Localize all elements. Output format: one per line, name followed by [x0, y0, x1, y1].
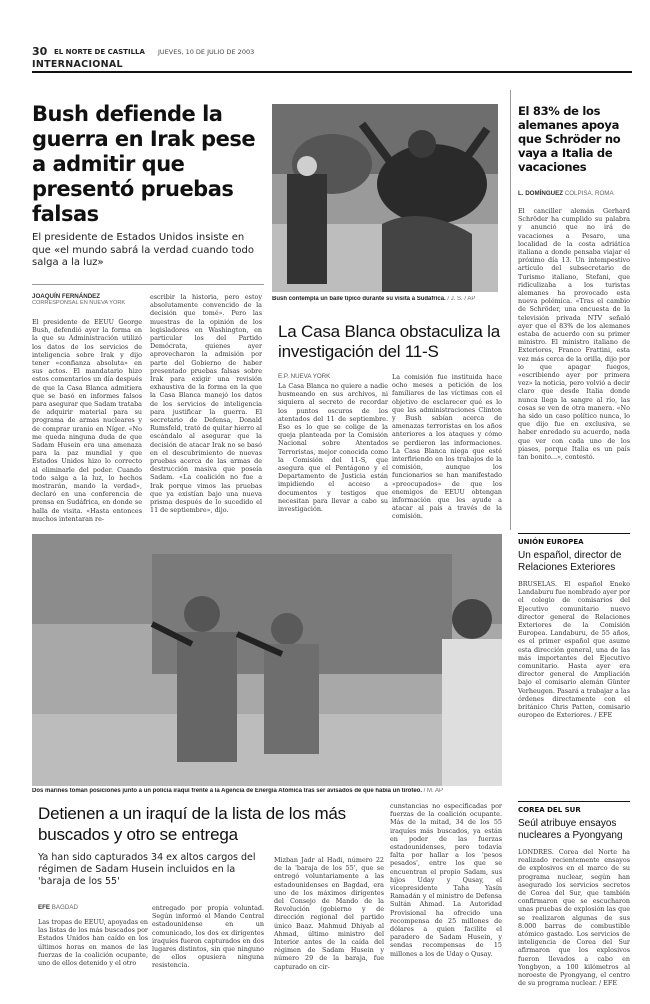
paper-name: EL NORTE DE CASTILLA [54, 48, 145, 56]
bottom-byline [38, 904, 148, 911]
korea-label: COREA DEL SUR [518, 806, 581, 814]
marines-image [32, 534, 502, 786]
korea-body: LONDRES. Corea del Norte ha realizado recientemente ensayos de explosivos en el marco de su programa nuclear, según han asegurado los servicios secretos de Corea del Sur, que también confirmaron que se escucharon unas pruebas de explosión las que se realizaron algunas de sus 8.000 barras de combustible atómico gastado. Los servicios de inteligencia de Corea del Sur afirmaron que los explosivos fueron llevados a cabo en Yongbyon, a 100 kilómetros al noroeste de Pyongyang, el centro de su programa nuclear. / EFE [518, 848, 630, 988]
lead-author-role: CORRESPONSAL EN NUEVA YORK [32, 300, 126, 306]
page-number: 30 [32, 45, 48, 58]
lead-author: JOAQUÍN FERNÁNDEZ [32, 293, 101, 300]
lead-headline: Bush defiende la guerra en Irak pese a admitir que presentó pruebas falsas [32, 102, 256, 226]
second-column-1: La Casa Blanca no quiere a nadie husmeando en sus archivos, ni siquiera al secreto de recordar los puntos oscuros de los atentados del 11 de septiembre. Eso es lo que se colige de la queja planteada por la Comisión Nacional sobre Atentados Terroristas, mejor conocida como la Comisión del 11-S, que asegura que el Pentágono y el Departamento de Justicia están impidiendo el acceso a documentos y testigos que necesitan para llevar a cabo su investigación. [278, 382, 388, 514]
bottom-subtitle: Ya han sido capturados 34 ex altos cargos del régimen de Sadam Husein incluidos en la 'baraja de los 55' [38, 852, 256, 887]
marines-photo-caption [32, 788, 502, 794]
korea-headline: Seúl atribuye ensayos nucleares a Pyongyang [518, 818, 623, 841]
bush-photo-credit: / J. S. / AP [447, 296, 476, 302]
eu-body: BRUSELAS. El español Eneko Landaburu fue nombrado ayer por el colegio de comisarios del Ejecutivo comunitario nuevo director general de Relaciones Exteriores de la Comisión Europea. Landaburu, de 55 años, es el primer español que asume esta dirección general, una de las más importantes del Ejecutivo comunitario. Hasta ayer era director general de Ampliación bajo el comisario alemán Günter Verheugen. Pasará a trabajar a las órdenes directamente con el británico Chris Patten, comisario europeo de Exteriores. / EFE [518, 580, 630, 720]
lead-column-2: escribir la historia, pero estoy absolutamente convencido de la decisión que tomé». Pero las muestras de la opinión de los legisladores en Washington, en particular los del Partido Demócrata, quienes ayer aprovecharon la admisión por parte del Gobierno de haber presentado pruebas falsas sobre Irak para exigir una revisión exhaustiva de la forma en la que la Casa Blanca manejó los datos de los servicios de inteligencia para justificar la guerra. El secretario de Defensa, Donald Rumsfeld, trató de quitar hierro al escándalo al asegurar que la decisión de atacar Irak no se basó en el descubrimiento de nuevas pruebas acerca de las armas de destrucción masiva que poseía Sadam. «La coalición no fue a Irak porque vimos las pruebas que ya existían bajo una nueva prisma después de lo sucedido el 11 de septiembre», dijo. [150, 293, 262, 515]
bottom-column-1: Las tropas de EEUU, apoyadas en las listas de los más buscados por Estados Unidos han caído en los últimos horas en manos de las fuerzas de la coalición ocupante, uno de ellos detenido y el otro [38, 918, 148, 968]
bottom-author: EFE [38, 904, 51, 911]
sidebar-top-byline [518, 190, 630, 197]
sidebar-divider [510, 90, 511, 530]
sidebar-top-headline: El 83% de los alemanes apoya que Schröder no vaya a Italia de vacaciones [518, 104, 621, 174]
marines-photo [32, 534, 502, 786]
header-rule [32, 71, 632, 73]
second-column-2: La comisión fue instituida hace ocho meses a petición de los familiares de las víctimas con el objetivo de esclarecer qué es lo que las administraciones Clinton y Bush sabían acerca de amenazas terroristas en los años anteriores a los ataques y cómo se perdieron las informaciones. La Casa Blanca niega que esté interfiriendo en los trabajos de la comisión, aunque los funcionarios se han manifestado «preocupados» de que los enemigos de EEUU obtengan información que les ayude a atacar al país a través de la comisión. [392, 373, 502, 521]
sidebar-top-author: L. DOMÍNGUEZ [518, 190, 564, 197]
bottom-column-3: Mizban Jadr al Hadi, número 22 de la 'baraja de los 55', que se entregó voluntariamente a las estadounidenses en Bagdad, era uno de los máximos dirigentes del Consejo de Mando de la Revolución (gobierno y de dirección regional del partido único Baaz. Mahmud Dhiyab al Ahmad, último ministro del Interior antes de la caída del régimen de Sadam Husein y número 29 de la baraja, fue capturado en cir- [274, 856, 384, 971]
eu-label: UNIÓN EUROPEA [518, 538, 584, 546]
lead-subtitle-rule [32, 284, 264, 285]
bush-dance-photo [272, 104, 498, 292]
marines-photo-caption-text: Dos marines toman posiciones junto a un policía iraquí frente a la Agencia de Energía Atómica tras ser avisados de que había un tiroteo. [32, 788, 422, 794]
eu-rule [518, 533, 630, 534]
lead-byline [32, 293, 142, 306]
bottom-headline: Detienen a un iraquí de la lista de los más buscados y otro se entrega [38, 804, 346, 844]
lead-subtitle: El presidente de Estados Unidos insiste en que «el mundo sabrá la verdad cuando todo salga a la luz» [32, 232, 254, 268]
bottom-author-loc: BAGDAD [51, 904, 78, 911]
second-byline: E.P. NUEVA YORK [278, 373, 331, 380]
bottom-column-2: entregado por propia voluntad. Según informó el Mando Central estadounidense en un comunicado, los dos ex dirigentes iraquíes fueron capturados en dos lugares distintos, sin que ninguno de ellos opusiera ninguna resistencia. [152, 904, 264, 970]
bush-dance-image [272, 104, 498, 292]
section-label: INTERNACIONAL [32, 59, 123, 70]
sidebar-top-body: El canciller alemán Gerhard Schröder ha cumplido su palabra y anunció que no irá de vacaciones a Pesaro, una localidad de la costa adriática italiana a donde pensaba viajar el próximo día 13. Un intempestivo artículo del subsecretario de Turismo italiano, Stefani, que ridiculizaba a los turistas alemanes ha provocado esta nueva polémica. «Tras el cambio de Schröder, una encuesta de la televisión privada NTV señaló ayer que el 83% de los alemanes estaba de acuerdo con su primer ministro. El ministro italiano de Exteriores, Franco Frattini, esta vez más cerca de la orilla, dijo por lo que apagar fuegos, «escribiendo ayer por primera vez» la noticia, pero volvió a decir claro que desde Italia donde nunca llega la sangre al río, las cosas se ven de otra manera. «No ha sido un caso político nunca, lo que dijo fue en exclusiva, se haber enredado su acuerdo, nada que ver con cada uno de los piases, porque Italia es un país tan bonito...», contestó. [518, 207, 630, 462]
eu-headline: Un español, director de Relaciones Exteriores [518, 550, 622, 573]
page-header [32, 46, 632, 58]
bush-photo-caption-text: Bush contempla un baile típico durante su visita a Sudáfrica. [272, 296, 446, 302]
bottom-column-4: cunstancias no especificadas por fuerzas de la coalición ocupante. Más de la mitad, 34 de los 55 iraquíes más buscados, ya están en poder de las fuerzas estadounidenses, pero todavía falta por hallar a los 'pesos pesados', entre los que se encuentran el propio Sadam, sus hijos Uday y Qusay, el vicepresidente Taha Yasín Ramadán y el ministro de Defensa Sultán Ahmad. La Autoridad Provisional ha ofrecido una recompensa de 25 millones de dólares a quien facilite el paradero de Sadam Husein, y sendas recompensas de 15 millones a los de Uday o Qusay. [390, 802, 502, 958]
marines-photo-credit: / M. AP [423, 788, 444, 794]
issue-date: JUEVES, 10 DE JULIO DE 2003 [158, 48, 255, 56]
second-headline: La Casa Blanca obstaculiza la investigación del 11-S [278, 322, 500, 361]
lead-column-1: El presidente de EEUU George Bush, defendió ayer la forma en la que su Administración utilizó los datos de los servicios de inteligencia sobre Irak y dijo tener «confianza absoluta» en sus actos. El mandatario hizo estos comentarios un día después de que la Casa Blanca admitiera que se basó en informes falsos para asegurar que Sadam trataba de adquirir material para su programa de armas nucleares y de comprar uranio en Níger. «No me queda ninguna duda de que Sadam Husein era una amenaza para la paz mundial y que Estados Unidos hizo lo correcto al eliminarle del poder. Cuando todo salga a la luz, lo hechos mostrarán, mando la verdad», declaró en una conferencia de prensa en Sudáfrica, en donde se halla de visita. «Hasta entonces muchos intentaran re- [32, 318, 142, 523]
korea-rule [518, 801, 630, 802]
bush-photo-caption [272, 296, 498, 302]
sidebar-top-author-loc: COLPISA. ROMA [564, 190, 614, 197]
